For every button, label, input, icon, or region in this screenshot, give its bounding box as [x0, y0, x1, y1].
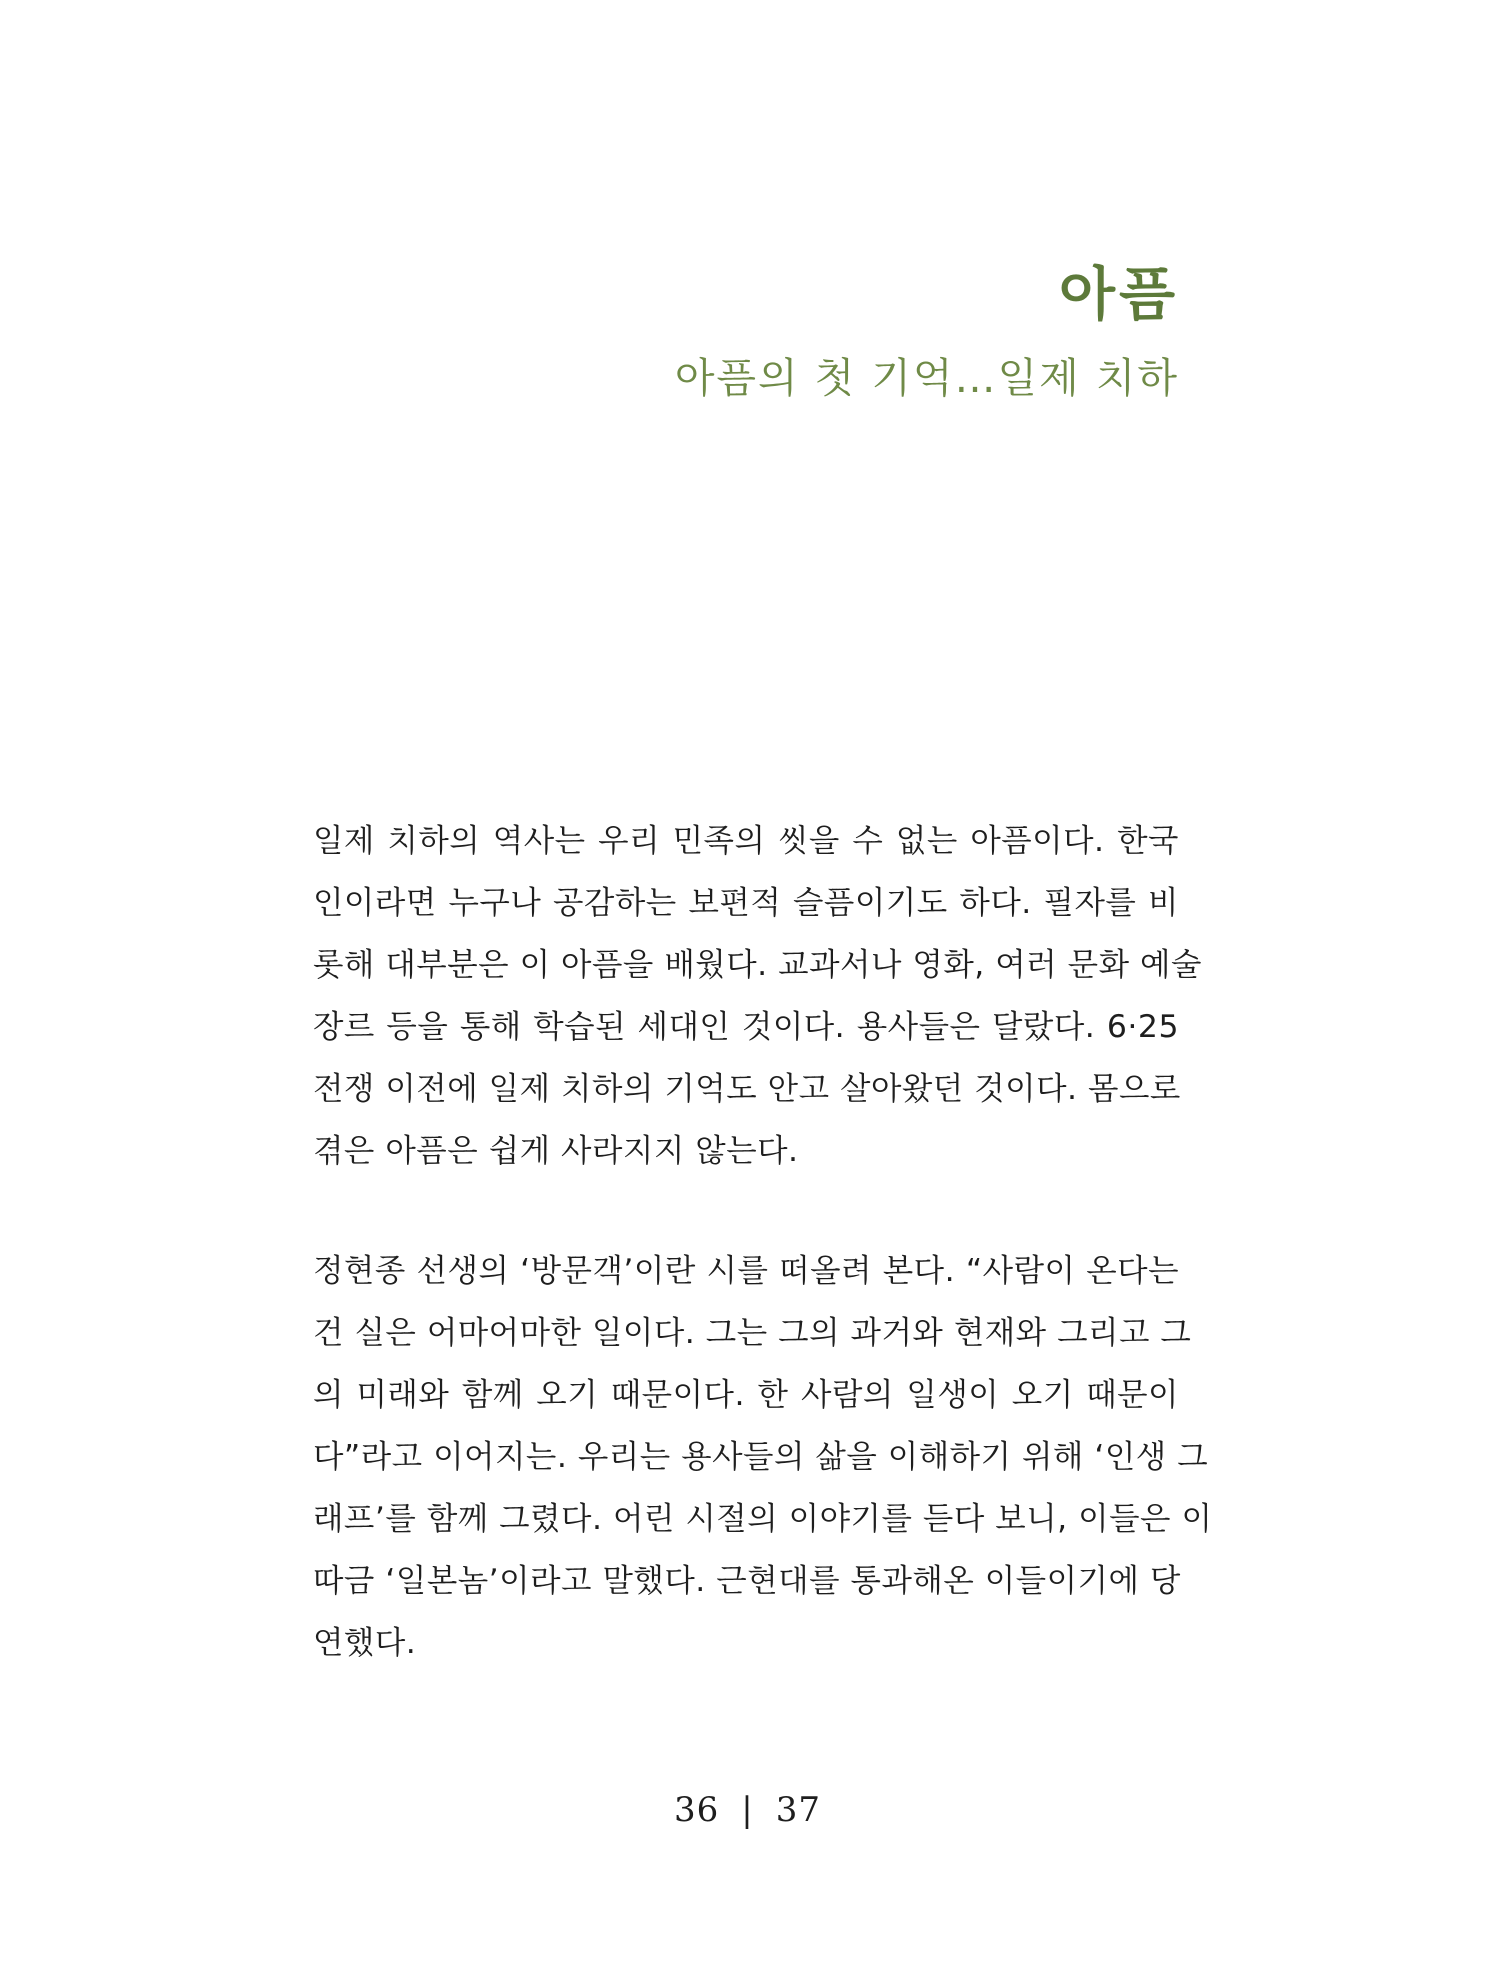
chapter-title: 아픔: [1058, 260, 1179, 328]
paragraph-line: 장르 등을 통해 학습된 세대인 것이다. 용사들은 달랐다. 6·25: [313, 1009, 1179, 1045]
paragraph-line: 따금 ‘일본놈’이라고 말했다. 근현대를 통과해온 이들이기에 당: [313, 1563, 1181, 1599]
left-page-number: 36: [674, 1790, 720, 1830]
page-number-separator: |: [741, 1790, 754, 1830]
paragraph-line: 전쟁 이전에 일제 치하의 기억도 안고 살아왔던 것이다. 몸으로: [313, 1071, 1181, 1107]
paragraph-line: 의 미래와 함께 오기 때문이다. 한 사람의 일생이 오기 때문이: [313, 1377, 1179, 1413]
paragraph-line: 래프’를 함께 그렸다. 어린 시절의 이야기를 듣다 보니, 이들은 이: [313, 1501, 1213, 1537]
chapter-heading: [279, 258, 1179, 406]
page-numbers: [0, 1790, 1495, 1830]
paragraph-line: 인이라면 누구나 공감하는 보편적 슬픔이기도 하다. 필자를 비: [313, 885, 1179, 921]
paragraph-line: 겪은 아픔은 쉽게 사라지지 않는다.: [313, 1133, 799, 1169]
chapter-subtitle: 아픔의 첫 기억…일제 치하: [674, 354, 1179, 402]
paragraph-line: 연했다.: [313, 1625, 417, 1661]
body-text: [313, 810, 1213, 1674]
paragraph-line: 롯해 대부분은 이 아픔을 배웠다. 교과서나 영화, 여러 문화 예술: [313, 947, 1202, 983]
paragraph-2: [313, 1240, 1213, 1674]
paragraph-line: 다”라고 이어지는. 우리는 용사들의 삶을 이해하기 위해 ‘인생 그: [313, 1439, 1209, 1475]
paragraph-1: [313, 810, 1202, 1182]
paragraph-line: 정현종 선생의 ‘방문객’이란 시를 떠올려 본다. “사람이 온다는: [313, 1253, 1179, 1289]
paragraph-line: 건 실은 어마어마한 일이다. 그는 그의 과거와 현재와 그리고 그: [313, 1315, 1192, 1351]
right-page-number: 37: [775, 1790, 821, 1830]
paragraph-line: 일제 치하의 역사는 우리 민족의 씻을 수 없는 아픔이다. 한국: [313, 823, 1179, 859]
